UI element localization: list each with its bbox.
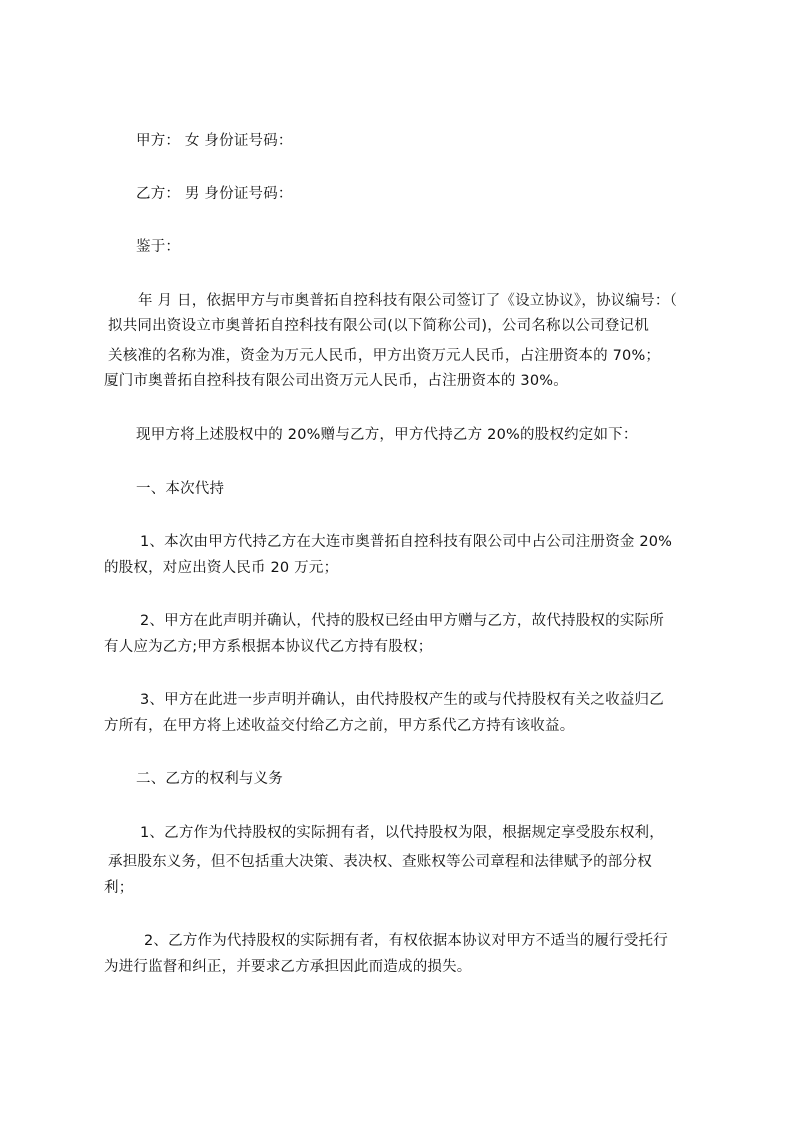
section-1-title: 一、本次代持 (136, 481, 225, 497)
section-1-item-1-line-1: 1、本次由甲方代持乙方在大连市奥普拓自控科技有限公司中占公司注册资金 20% (140, 534, 673, 550)
paragraph-1-line-2: 拟共同出资设立市奥普拓自控科技有限公司(以下简称公司)，公司名称以公司登记机 (108, 318, 649, 334)
section-1-item-3-line-2: 方所有，在甲方将上述收益交付给乙方之前，甲方系代乙方持有该收益。 (104, 718, 575, 734)
section-2-item-1-line-2: 承担股东义务，但不包括重大决策、表决权、查账权等公司章程和法律赋予的部分权 (108, 854, 652, 870)
whereas-heading: 鉴于： (136, 239, 181, 255)
party-a-line: 甲方： 女 身份证号码： (136, 133, 293, 149)
section-2-item-1-line-3: 利； (104, 880, 134, 896)
paragraph-1-line-1: 年 月 日，依据甲方与市奥普拓自控科技有限公司签订了《设立协议》，协议编号：（ (138, 293, 678, 309)
section-1-item-2-line-2: 有人应为乙方;甲方系根据本协议代乙方持有股权； (104, 639, 433, 655)
paragraph-1-line-3: 关核准的名称为准，资金为万元人民币，甲方出资万元人民币，占注册资本的 70%； (108, 348, 661, 364)
paragraph-1-line-4: 厦门市奥普拓自控科技有限公司出资万元人民币，占注册资本的 30%。 (104, 373, 568, 389)
section-2-item-2-line-1: 2、乙方作为代持股权的实际拥有者，有权依据本协议对甲方不适当的履行受托行 (144, 933, 668, 949)
party-b-line: 乙方： 男 身份证号码： (136, 186, 293, 202)
section-2-item-1-line-1: 1、乙方作为代持股权的实际拥有者，以代持股权为限，根据规定享受股东权利， (140, 825, 664, 841)
section-2-title: 二、乙方的权利与义务 (136, 771, 283, 787)
section-1-item-2-line-1: 2、甲方在此声明并确认，代持的股权已经由甲方赠与乙方，故代持股权的实际所 (140, 613, 664, 629)
section-2-item-2-line-2: 为进行监督和纠正，并要求乙方承担因此而造成的损失。 (104, 959, 472, 975)
section-1-item-1-line-2: 的股权，对应出资人民币 20 万元； (104, 560, 339, 576)
section-1-item-3-line-1: 3、甲方在此进一步声明并确认，由代持股权产生的或与代持股权有关之收益归乙 (140, 692, 664, 708)
paragraph-2: 现甲方将上述股权中的 20%赠与乙方，甲方代持乙方 20%的股权约定如下： (136, 427, 638, 443)
